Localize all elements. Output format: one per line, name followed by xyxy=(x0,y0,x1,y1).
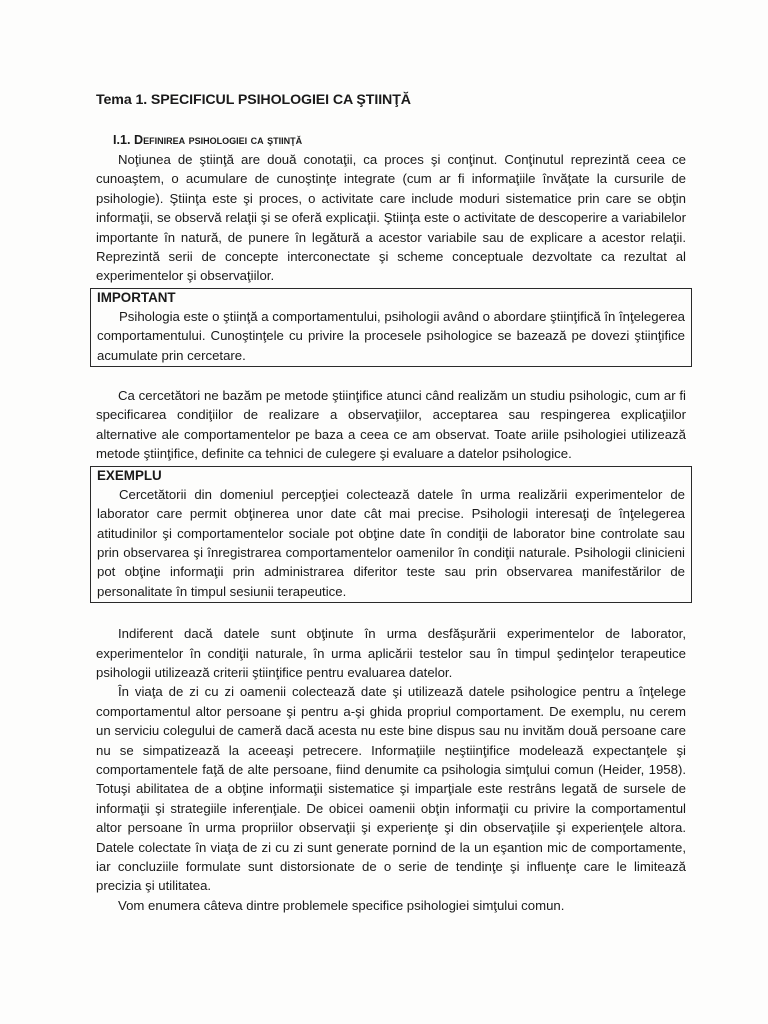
page-title: Tema 1. SPECIFICUL PSIHOLOGIEI CA ŞTIINŢĂ xyxy=(96,92,411,108)
important-box xyxy=(90,288,692,367)
important-text: Psihologia este o ştiinţă a comportamentului, psihologii având o abordare ştiinţifică în înţelegerea comportamentului. Cunoştinţele cu privire la procesele psihologice se bazează pe dovezi ştiinţifice acumulate prin cercetare. xyxy=(97,308,685,363)
closing-paragraph: Indiferent dacă datele sunt obţinute în urma desfăşurării experimentelor de laborator, experimentelor în condiţii naturale, în urma aplicării testelor sau în timpul şedinţelor terapeutice psihologii utilizează criterii ştiinţifice pentru evaluarea datelor. xyxy=(96,626,686,680)
section-heading: I.1. Definirea psihologiei ca ştiinţă xyxy=(113,133,303,147)
spacer xyxy=(96,367,686,386)
intro-paragraph: Noţiunea de ştiinţă are două conotaţii, ca proces şi conţinut. Conţinutul reprezintă ceea ce cunoaştem, o acumulare de cunoştinţe integrate (cum ar fi informaţiile învăţate la cursurile de psihologie). Ştiinţa este şi proces, o activitate care include moduri sistematice prin care se obţin informaţii, se observă relaţii şi se oferă explicaţii. Ştiinţa este o activitate de descoperire a variabilelor importante în natură, de punere în legătură a acestor variabile sau de explicare a acestor relaţii. Reprezintă serii de concepte interconectate şi scheme conceptuale dezvoltate ca rezultat al experimentelor şi observaţiilor. xyxy=(96,152,686,284)
methods-paragraph: Ca cercetători ne bazăm pe metode ştiinţifice atunci când realizăm un studiu psihologic, cum ar fi specificarea condiţiilor de realizare a observaţiilor, acceptarea sau respingerea explicaţiilor alternative ale comportamentelor pe baza a ceea ce am observat. Toate ariile psihologiei utilizează metode ştiinţifice, definite ca tehnici de culegere şi evaluare a datelor psihologice. xyxy=(96,388,686,462)
example-text: Cercetătorii din domeniul percepţiei colectează datele în urma realizării experimentelor de laborator care permit obţinerea unor date cât mai precise. Psihologii interesaţi de înţelegerea atitudinilor şi comportamentelor sociale pot obţine date în condiţii de laborator bine controlate sau prin observarea şi înregistrarea comportamentelor oamenilor în condiţii naturale. Psihologii clinicieni pot obţine informaţii prin administrarea diferitor teste sau prin observarea manifestărilor de personalitate în timpul sesiunii terapeutice. xyxy=(97,486,685,599)
closing-paragraph: Vom enumera câteva dintre problemele specifice psihologiei simţului comun. xyxy=(118,897,565,913)
spacer xyxy=(96,603,686,624)
closing-paragraph: În viaţa de zi cu zi oamenii colectează date şi utilizează datele psihologice pentru a înţelege comportamentul altor persoane şi pentru a-şi ghida propriul comportament. De exemplu, nu cerem un serviciu colegului de cameră dacă acesta nu este bine dispus sau nu invităm două persoane care nu se simpatizează la aceeaşi petrecere. Informaţiile neştiinţifice modelează expectanţele şi comportamentele faţă de alte persoane, fiind denumite ca psihologia simţului comun (Heider, 1958). Totuşi abilitatea de a obţine informaţii sistematice şi imparţiale este restrâns legată de sursele de informaţii şi strategiile inferenţiale. De obicei oamenii obţin informaţii cu privire la comportamentul altor persoane în urma propriilor observaţii şi experienţe şi din observaţiile şi experienţele altora. Datele colectate în viaţa de zi cu zi sunt generate pornind de la un eşantion mic de comportamente, iar concluziile formulate sunt distorsionate de o serie de tendinţe şi influenţe care le limitează precizia şi utilitatea. xyxy=(96,684,686,894)
page-content xyxy=(96,90,686,915)
example-box xyxy=(90,466,692,603)
example-label: EXEMPLU xyxy=(97,467,162,483)
important-label: IMPORTANT xyxy=(97,289,176,305)
